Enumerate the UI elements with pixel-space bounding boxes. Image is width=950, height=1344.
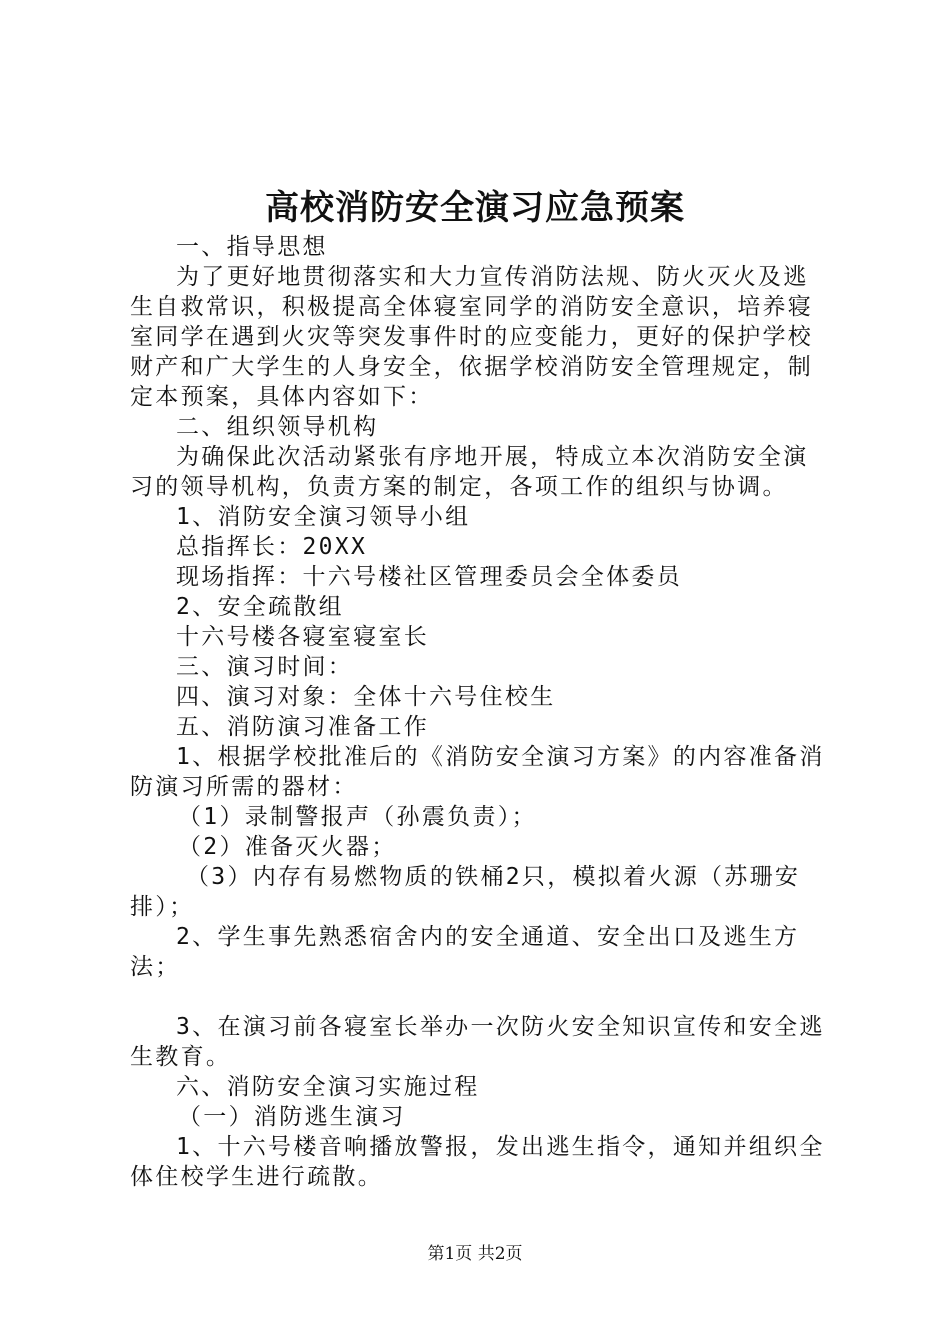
- section-heading-4: 四、演习对象：全体十六号住校生: [176, 684, 556, 710]
- subsection-evacuation-group: 2、安全疏散组: [176, 594, 344, 620]
- section-heading-1: 一、指导思想: [176, 234, 328, 260]
- list-item-fire-source: （3）内存有易燃物质的铁桶2只，模拟着火源（苏珊安排）；: [130, 864, 801, 920]
- list-item-extinguisher: （2）准备灭火器；: [178, 834, 397, 860]
- document-title: 高校消防安全演习应急预案: [265, 188, 685, 228]
- section-heading-3: 三、演习时间：: [176, 654, 354, 680]
- list-item-alarm: （1）录制警报声（孙震负责）；: [178, 804, 537, 830]
- paragraph-familiarize: 2、学生事先熟悉宿舍内的安全通道、安全出口及逃生方法；: [130, 924, 800, 980]
- section-heading-2: 二、组织领导机构: [176, 414, 379, 440]
- paragraph-education: 3、在演习前各寝室长举办一次防火安全知识宣传和安全逃生教育。: [130, 1014, 825, 1070]
- paragraph-prepare-equipment: 1、根据学校批准后的《消防安全演习方案》的内容准备消防演习所需的器材：: [130, 744, 825, 800]
- paragraph-site-commander: 现场指挥：十六号楼社区管理委员会全体委员: [176, 564, 682, 590]
- paragraph-dorm-leaders: 十六号楼各寝室寝室长: [176, 624, 429, 650]
- paragraph-organization: 为确保此次活动紧张有序地开展，特成立本次消防安全演习的领导机构，负责方案的制定，各项工作的组织与协调。: [130, 444, 809, 500]
- subsection-leadership-group: 1、消防安全演习领导小组: [176, 504, 471, 530]
- subsection-escape-drill: （一）消防逃生演习: [178, 1104, 406, 1130]
- document-body: [130, 232, 832, 1192]
- section-heading-6: 六、消防安全演习实施过程: [176, 1074, 480, 1100]
- paragraph-commander: 总指挥长：20XX: [176, 534, 368, 560]
- paragraph-guiding-idea: 为了更好地贯彻落实和大力宣传消防法规、防火灭火及逃生自救常识，积极提高全体寝室同学的消防安全意识，培养寝室同学在遇到火灾等突发事件时的应变能力，更好的保护学校财产和广大学生的人身安全，依据学校消防安全管理规定，制定本预案，具体内容如下：: [130, 264, 814, 410]
- paragraph-alarm-broadcast: 1、十六号楼音响播放警报，发出逃生指令，通知并组织全体住校学生进行疏散。: [130, 1134, 825, 1190]
- page-footer: 第1页 共2页: [427, 1244, 523, 1264]
- section-heading-5: 五、消防演习准备工作: [176, 714, 429, 740]
